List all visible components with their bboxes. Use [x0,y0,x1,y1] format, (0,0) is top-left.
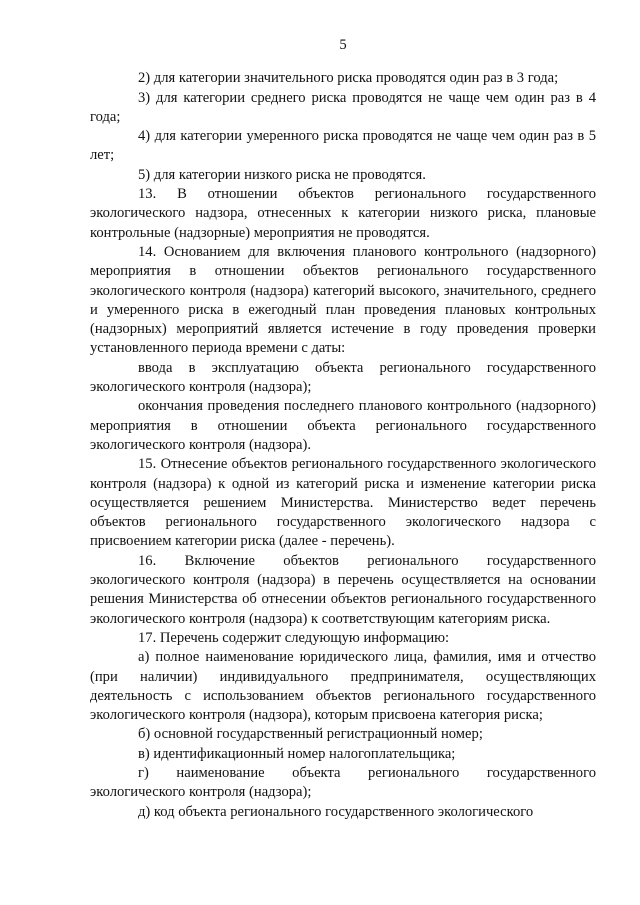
paragraph-risk-3: 3) для категории среднего риска проводятся не чаще чем один раз в 4 года; [90,89,596,125]
paragraph-17: 17. Перечень содержит следующую информацию: [138,629,450,646]
paragraph-17-v: в) идентификационный номер налогоплательщика; [138,745,456,762]
paragraph-15: 15. Отнесение объектов регионального государственного экологического контроля (надзора) к одной из категорий риска и изменение категории риска осуществляется решением Министерства. Министерство ведет перечень объектов регионального государственного экологического надзора с присвоением категории риска (далее - перечень). [90,456,596,550]
paragraph-risk-5: 5) для категории низкого риска не проводятся. [138,166,426,183]
paragraph-14-commissioning: ввода в эксплуатацию объекта регионального государственного экологического контроля (надзора); [90,359,596,396]
paragraph-13: 13. В отношении объектов регионального государственного экологического надзора, отнесенных к категории низкого риска, плановые контрольные (надзорные) мероприятия не проводятся. [90,186,596,241]
paragraph-16: 16. Включение объектов регионального государственного экологического контроля (надзора) в перечень осуществляется на основании решения Министерства об отнесении объектов регионального государственного экологического контроля (надзора) к соответствующим категориям риска. [90,552,596,627]
document-page [90,36,596,822]
paragraph-17-b: б) основной государственный регистрационный номер; [138,726,483,743]
paragraph-17-a: а) полное наименование юридического лица, фамилия, имя и отчество (при наличии) индивидуального предпринимателя, осуществляющих деятельность с использованием объектов регионального государственного экологического контроля (надзора), которым присвоена категория риска; [90,649,596,724]
paragraph-17-d: д) код объекта регионального государственного экологического [138,803,534,820]
paragraph-risk-4: 4) для категории умеренного риска проводятся не чаще чем один раз в 5 лет; [90,128,596,164]
paragraph-risk-2: 2) для категории значительного риска проводятся один раз в 3 года; [138,70,559,87]
page-number: 5 [339,37,347,53]
paragraph-14-completion: окончания проведения последнего планового контрольного (надзорного) мероприятия в отношении объекта регионального государственного экологического контроля (надзора). [90,398,596,453]
paragraph-17-g: г) наименование объекта регионального государственного экологического контроля (надзора); [90,764,596,801]
paragraph-14: 14. Основанием для включения планового контрольного (надзорного) мероприятия в отношении объектов регионального государственного экологического контроля (надзора) категорий высокого, значительного, среднего и умеренного риска в ежегодный план проведения плановых контрольных (надзорных) мероприятий является истечение в году проведения проверки установленного периода времени с даты: [90,243,596,357]
